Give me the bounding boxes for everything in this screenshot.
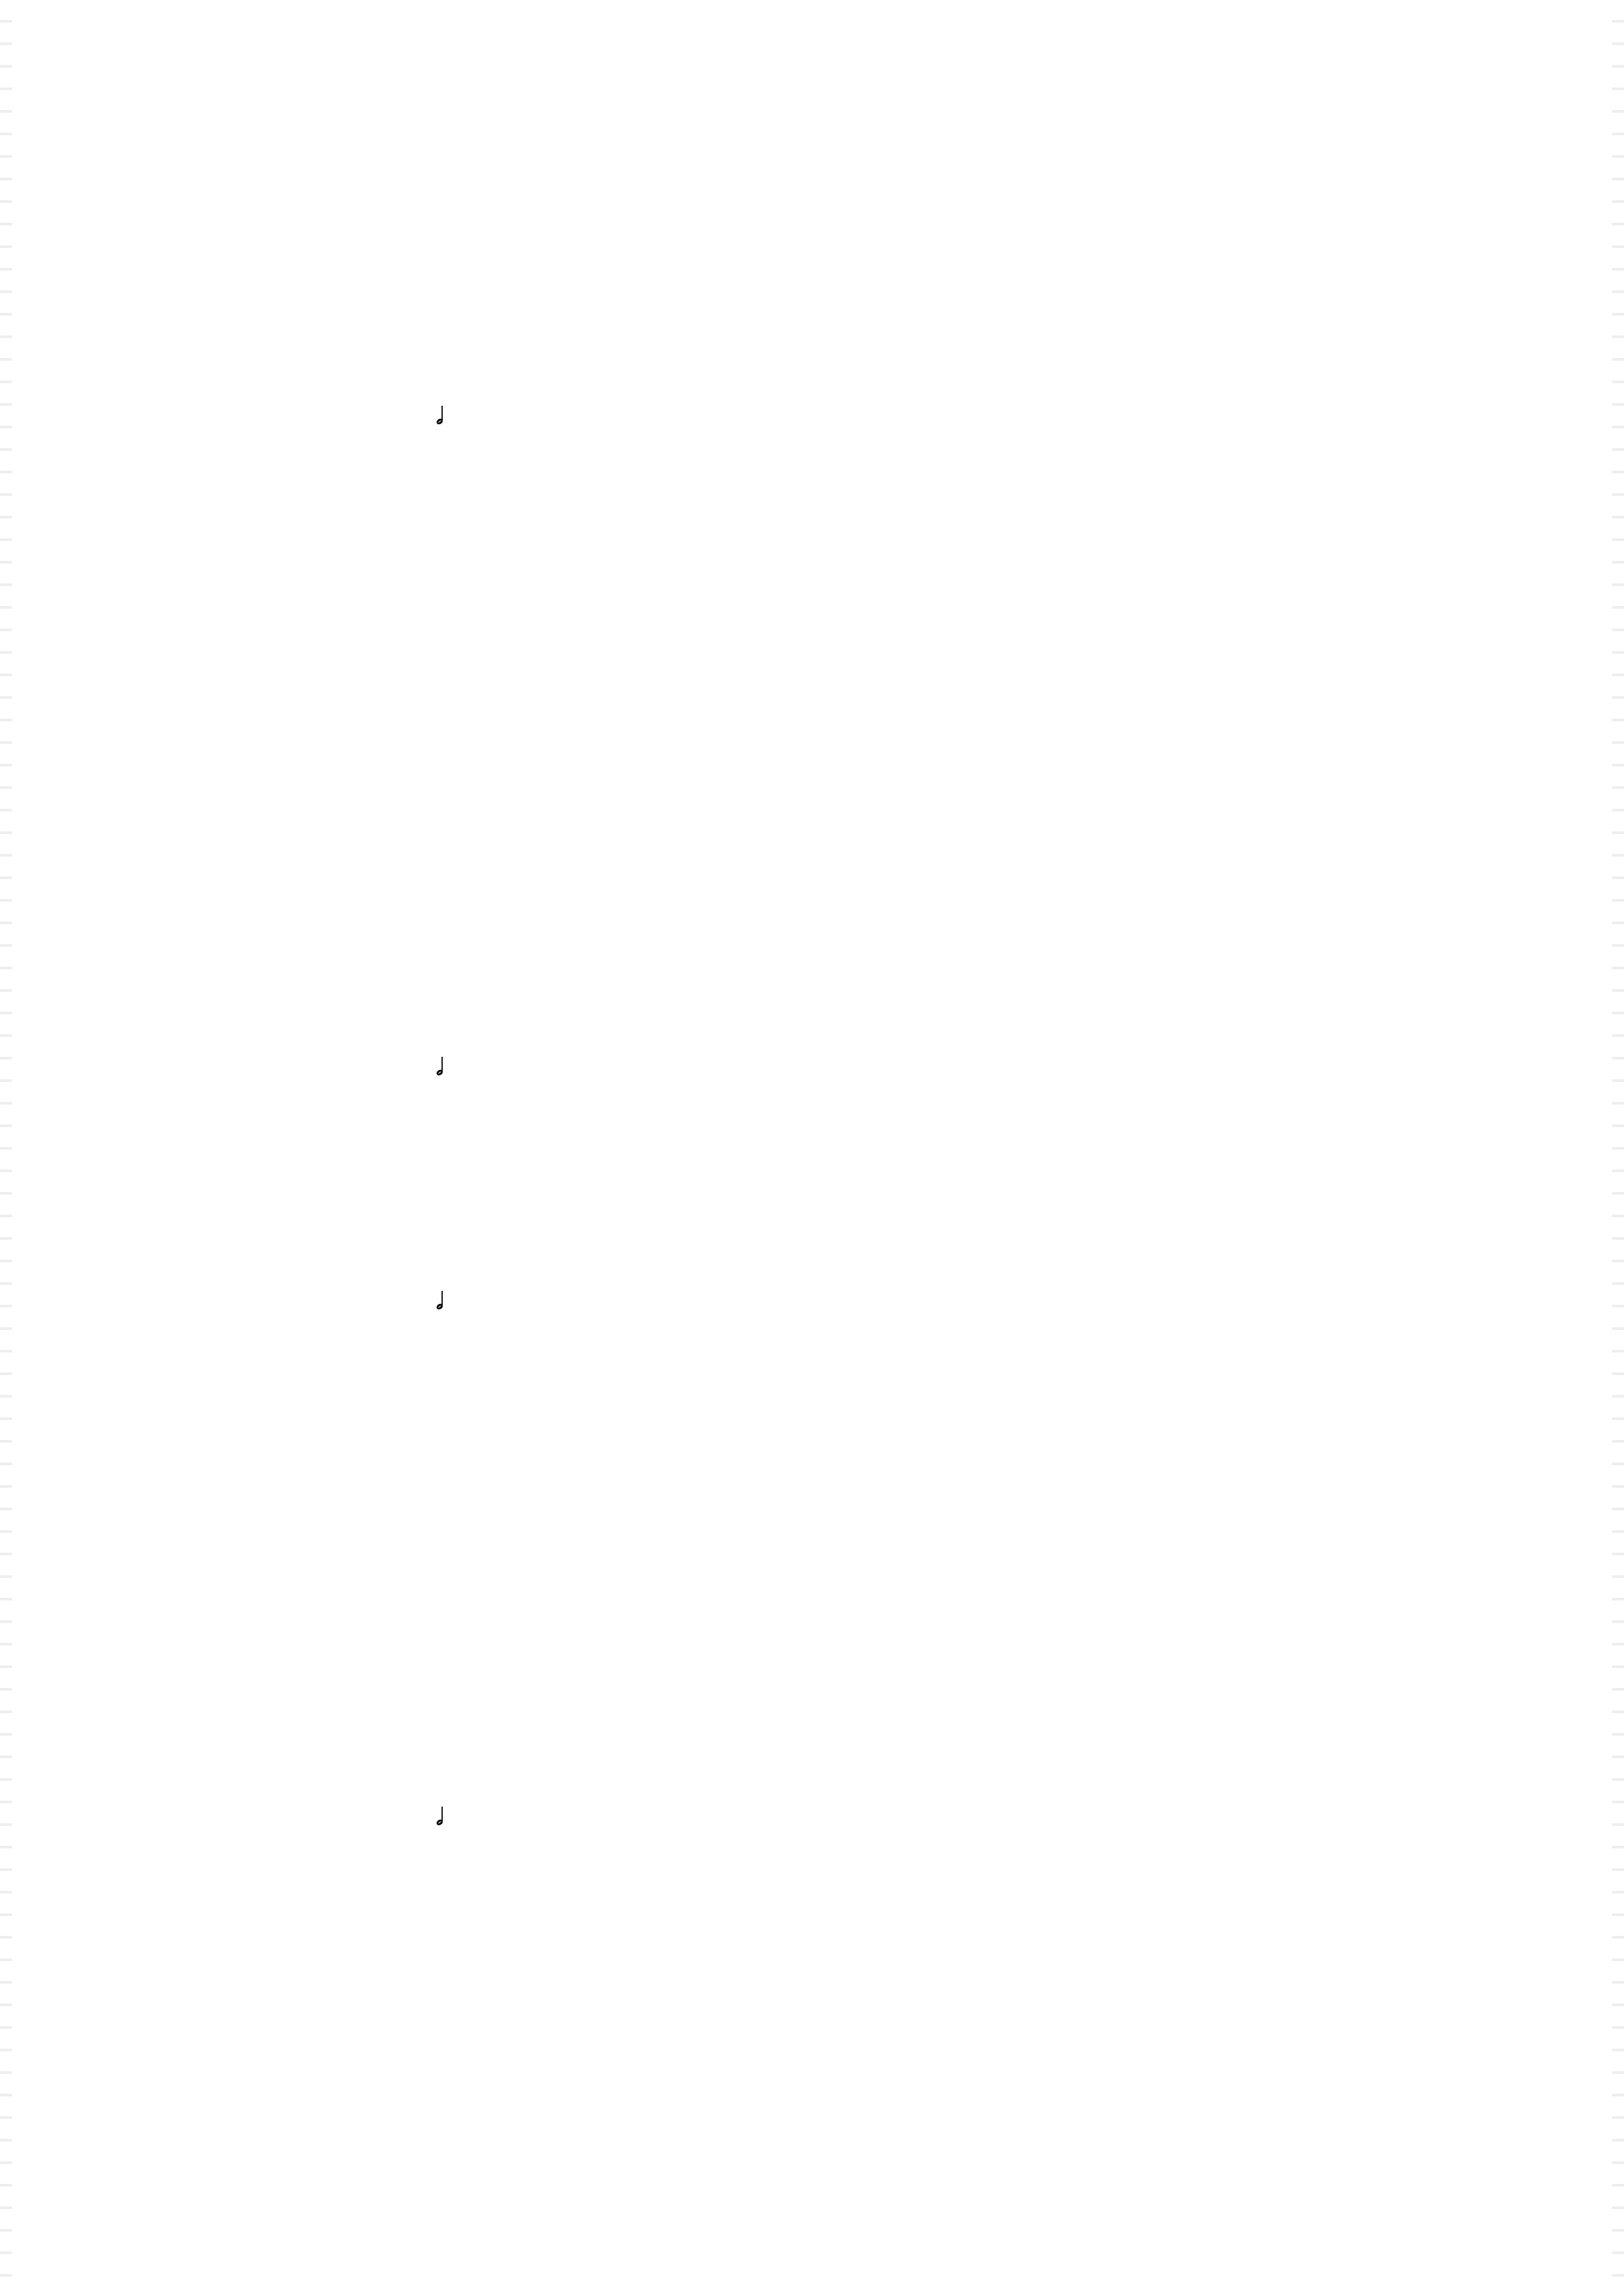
half-note-icon: 𝅗𝅥: [436, 404, 443, 429]
half-note-icon: 𝅗𝅥: [436, 1805, 443, 1830]
half-note-icon: 𝅗𝅥: [436, 1290, 443, 1314]
half-note-icon: 𝅗𝅥: [436, 1055, 443, 1080]
